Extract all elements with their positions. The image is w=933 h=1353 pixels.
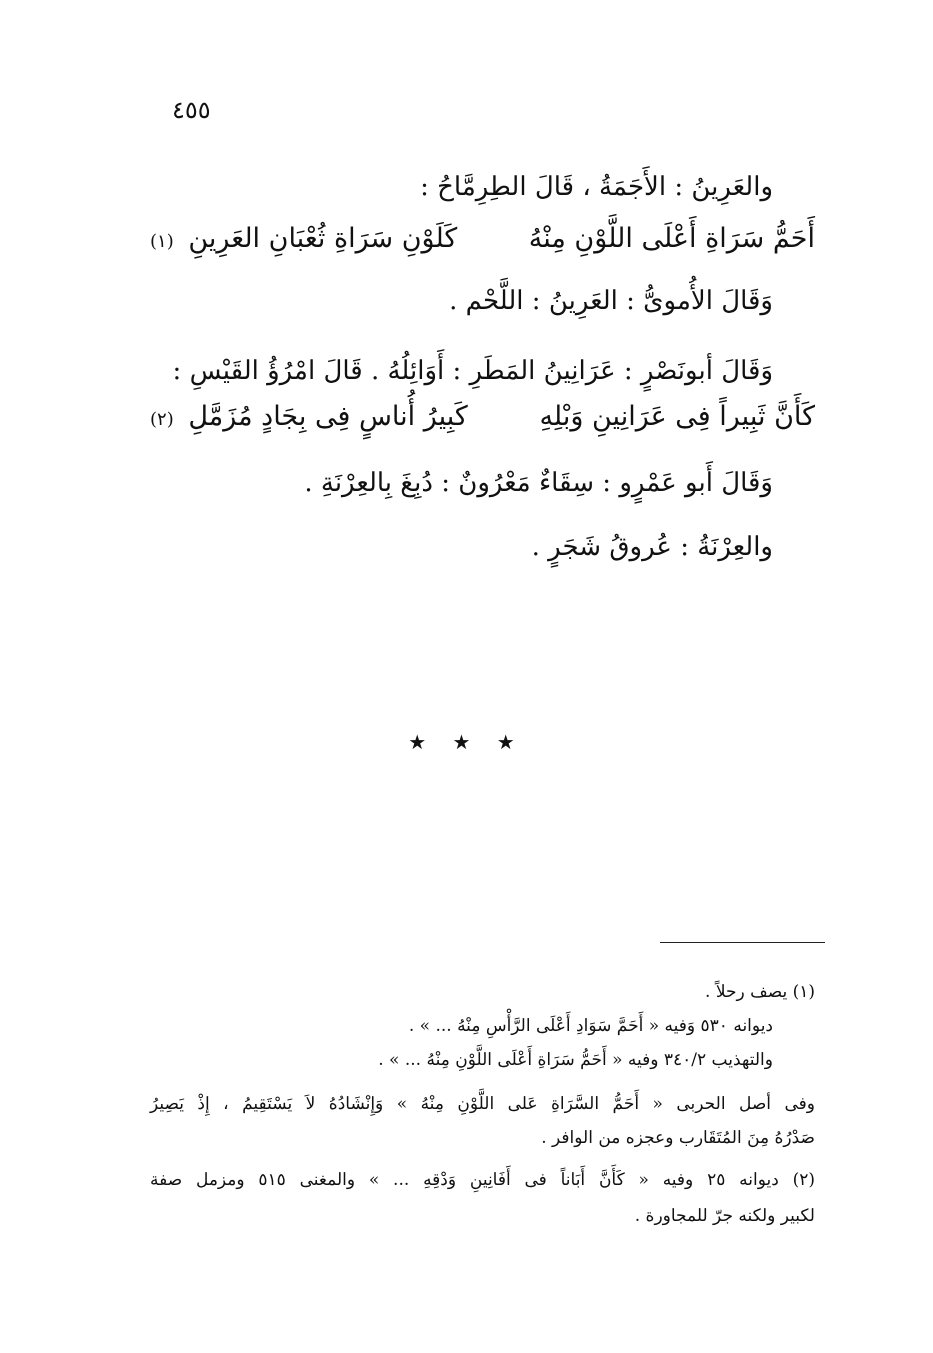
footnote-2-line-a: (٢) ديوانه ٢٥ وفيه « كَأَنَّ أَبَاناً فى أَفَانِينِ وَدْقِهِ ... » والمغنى ٥١٥ ومزمل صفة	[150, 1170, 816, 1190]
verse-second-text: كَلَوْنِ سَرَاةِ ثُعْبَانِ العَرِينِ	[188, 223, 458, 254]
footnote-1-line-c: وفى أصل الحربى « أَحَمُّ السَّرَاةِ عَلى اللَّوْنِ مِنْهُ » وَإِنْشَادُهُ لاَ يَسْتَقِيمُ ، إِذْ يَصِيرُ	[150, 1094, 815, 1114]
verse-first-hemistich: أَحَمُّ سَرَاةِ أَعْلَى اللَّوْنِ مِنْهُ	[528, 223, 815, 254]
footnote-2-line-b: لكبير ولكنه جرّ للمجاورة .	[634, 1206, 815, 1226]
verse-tirimmah	[150, 222, 815, 259]
section-separator-stars: ★ ★ ★	[408, 730, 525, 754]
verse-second-hemistich	[150, 222, 457, 259]
text-line-abu-amr: وَقَالَ أَبو عَمْرٍو : سِقَاءٌ مَعْرُونٌ : دُبِغَ بِالعِرْنَةِ .	[304, 468, 773, 498]
footnote-rule	[660, 942, 825, 943]
text-line-abu-nasr: وَقَالَ أبونَصْرٍ : عَرَانِينُ المَطَرِ : أَوَائِلُهُ . قَالَ امْرُؤُ القَيْسِ :	[172, 356, 773, 386]
footnote-1-line-d: صَدْرُهُ مِنَ المُتَقَارب وعجزه من الوافر .	[541, 1128, 815, 1148]
footnote-1-heading: (١) يصف رحلاً .	[705, 982, 815, 1002]
text-line-umawi: وَقَالَ الأُموىُّ : العَرِينُ : اللَّحْم .	[449, 286, 773, 316]
page-number: ٤٥٥	[172, 96, 211, 124]
text-line-irna: والعِرْنَةُ : عُروقُ شَجَرٍ .	[531, 532, 773, 562]
footnote-1-line-a: ديوانه ٥٣٠ وَفيه « أَحَمَّ سَوَادِ أَعْلَى الرَّأْسِ مِنْهُ ... » .	[408, 1016, 773, 1036]
text-line-ajama: والعَرِينُ : الأَجَمَةُ ، قَالَ الطِرِمَّاحُ :	[420, 172, 773, 202]
verse-second-hemistich	[150, 400, 468, 437]
footnote-ref-2: (٢)	[150, 409, 174, 430]
verse-second-text: كَبِيرُ أُناسٍ فِى بِجَادٍ مُزَمَّلِ	[188, 401, 468, 432]
footnote-1-line-b: والتهذيب ٣٤٠/٢ وفيه « أَحَمُّ سَرَاةِ أَعْلَى اللَّوْنِ مِنْهُ ... » .	[378, 1050, 773, 1070]
verse-first-hemistich: كَأَنَّ ثَبِيراً فِى عَرَانِينِ وَبْلِهِ	[539, 401, 815, 432]
footnote-ref-1: (١)	[150, 231, 174, 252]
verse-imru-al-qays	[150, 400, 815, 437]
